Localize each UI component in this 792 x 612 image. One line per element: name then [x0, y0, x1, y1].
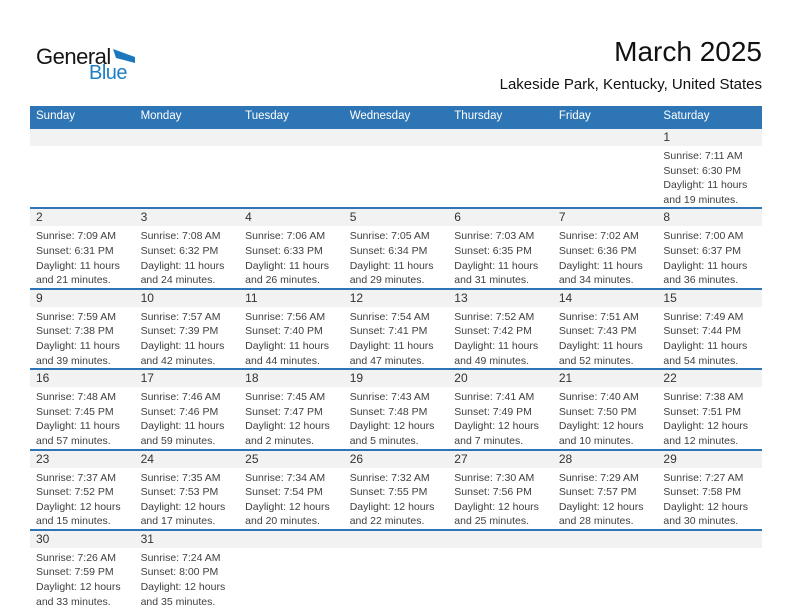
sunset-line: Sunset: 7:52 PM: [36, 486, 114, 499]
daylight-line-minutes: and 52 minutes.: [558, 354, 634, 367]
day-number: 10: [135, 290, 240, 307]
daylight-line-hours: Daylight: 11 hours: [36, 339, 120, 352]
day-info: [239, 226, 344, 287]
day-cell-1: [657, 129, 762, 207]
daylight-line-hours: Daylight: 12 hours: [36, 581, 121, 594]
general-blue-logo: [36, 44, 135, 85]
day-cell-empty: [553, 129, 658, 207]
day-cell-empty: [30, 129, 135, 207]
day-number: 7: [553, 209, 658, 226]
sunrise-line: Sunrise: 7:08 AM: [140, 230, 221, 243]
day-cell-empty: [239, 129, 344, 207]
daylight-line-hours: Daylight: 12 hours: [558, 420, 644, 433]
day-number: 12: [344, 290, 449, 307]
sunrise-line: Sunrise: 7:45 AM: [245, 391, 326, 404]
daylight-line-hours: Daylight: 11 hours: [454, 339, 539, 352]
day-number: 5: [344, 209, 449, 226]
day-cell-22: [657, 370, 762, 448]
daylight-line-hours: Daylight: 11 hours: [558, 339, 643, 352]
day-info: [657, 468, 762, 529]
daylight-line-minutes: and 10 minutes.: [558, 434, 634, 447]
daylight-line-hours: Daylight: 11 hours: [140, 339, 225, 352]
day-number: [344, 531, 449, 548]
day-number: 25: [239, 451, 344, 468]
calendar: [30, 106, 762, 609]
sunset-line: Sunset: 7:56 PM: [454, 486, 532, 499]
daylight-line-minutes: and 47 minutes.: [349, 354, 425, 367]
week-row: [30, 127, 762, 207]
day-number: 24: [135, 451, 240, 468]
day-number: 8: [657, 209, 762, 226]
weekday-tuesday: Tuesday: [245, 110, 289, 122]
daylight-line-hours: Daylight: 12 hours: [454, 420, 539, 433]
daylight-line-hours: Daylight: 11 hours: [663, 339, 748, 352]
sunset-line: Sunset: 7:54 PM: [245, 486, 323, 499]
weekday-friday: Friday: [558, 110, 591, 122]
day-info: [30, 387, 135, 448]
daylight-line-hours: Daylight: 12 hours: [140, 500, 226, 513]
day-number: 1: [657, 129, 762, 146]
sunrise-line: Sunrise: 7:34 AM: [245, 471, 326, 484]
daylight-line-minutes: and 34 minutes.: [558, 274, 634, 287]
day-info: [657, 226, 762, 287]
day-cell-20: [448, 370, 553, 448]
sunrise-line: Sunrise: 7:38 AM: [663, 391, 744, 404]
day-cell-26: [344, 451, 449, 529]
day-info: [239, 307, 344, 368]
daylight-line-hours: Daylight: 11 hours: [349, 259, 434, 272]
day-cell-30: [30, 531, 135, 609]
day-number: [448, 129, 553, 146]
day-cell-empty: [344, 531, 449, 609]
sunset-line: Sunset: 6:36 PM: [558, 244, 637, 257]
day-info: [30, 468, 135, 529]
day-cell-31: [135, 531, 240, 609]
day-info: [448, 226, 553, 287]
day-cell-3: [135, 209, 240, 287]
daylight-line-minutes: and 21 minutes.: [36, 274, 111, 287]
day-info: [239, 387, 344, 448]
daylight-line-minutes: and 12 minutes.: [663, 434, 739, 447]
sunrise-line: Sunrise: 7:40 AM: [558, 391, 639, 404]
week-row: [30, 449, 762, 529]
day-number: 11: [239, 290, 344, 307]
day-info: [448, 468, 553, 529]
day-number: 3: [135, 209, 240, 226]
day-number: 22: [657, 370, 762, 387]
sunset-line: Sunset: 6:35 PM: [454, 244, 532, 257]
daylight-line-hours: Daylight: 12 hours: [349, 420, 435, 433]
day-info: [448, 307, 553, 368]
daylight-line-minutes: and 36 minutes.: [663, 274, 739, 287]
day-info: [657, 146, 762, 207]
day-number: 20: [448, 370, 553, 387]
sunrise-line: Sunrise: 7:27 AM: [663, 471, 744, 484]
sunrise-line: Sunrise: 7:41 AM: [454, 391, 535, 404]
daylight-line-minutes: and 28 minutes.: [558, 515, 634, 528]
daylight-line-hours: Daylight: 12 hours: [663, 420, 749, 433]
day-cell-2: [30, 209, 135, 287]
daylight-line-hours: Daylight: 11 hours: [245, 259, 329, 272]
sunrise-line: Sunrise: 7:54 AM: [349, 310, 430, 323]
sunset-line: Sunset: 7:59 PM: [36, 566, 114, 579]
logo-text-blue: Blue: [89, 62, 128, 84]
daylight-line-minutes: and 25 minutes.: [454, 515, 529, 528]
sunset-line: Sunset: 7:48 PM: [349, 405, 428, 418]
sunset-line: Sunset: 7:46 PM: [140, 405, 219, 418]
day-cell-11: [239, 290, 344, 368]
daylight-line-minutes: and 29 minutes.: [349, 274, 425, 287]
day-info: [344, 226, 449, 287]
day-cell-18: [239, 370, 344, 448]
day-info: [135, 226, 240, 287]
weekday-wednesday: Wednesday: [349, 110, 411, 122]
day-number: [239, 531, 344, 548]
day-cell-12: [344, 290, 449, 368]
daylight-line-hours: Daylight: 11 hours: [245, 339, 329, 352]
day-number: 18: [239, 370, 344, 387]
day-number: 9: [30, 290, 135, 307]
day-info: [135, 307, 240, 368]
daylight-line-hours: Daylight: 12 hours: [454, 500, 539, 513]
page-subtitle: Lakeside Park, Kentucky, United States: [499, 76, 762, 93]
daylight-line-hours: Daylight: 12 hours: [349, 500, 435, 513]
day-cell-29: [657, 451, 762, 529]
day-number: [239, 129, 344, 146]
day-cell-empty: [657, 531, 762, 609]
daylight-line-minutes: and 54 minutes.: [663, 354, 739, 367]
day-cell-14: [553, 290, 658, 368]
day-cell-17: [135, 370, 240, 448]
sunset-line: Sunset: 7:57 PM: [558, 486, 637, 499]
sunrise-line: Sunrise: 7:29 AM: [558, 471, 639, 484]
daylight-line-hours: Daylight: 11 hours: [663, 179, 748, 192]
sunrise-line: Sunrise: 7:32 AM: [349, 471, 430, 484]
daylight-line-minutes: and 26 minutes.: [245, 274, 320, 287]
day-cell-28: [553, 451, 658, 529]
day-number: [553, 531, 658, 548]
day-number: 27: [448, 451, 553, 468]
day-number: [553, 129, 658, 146]
day-info: [30, 548, 135, 609]
day-number: 23: [30, 451, 135, 468]
day-cell-15: [657, 290, 762, 368]
weekday-monday: Monday: [140, 110, 182, 122]
day-cell-6: [448, 209, 553, 287]
daylight-line-hours: Daylight: 11 hours: [558, 259, 643, 272]
weekday-saturday: Saturday: [663, 110, 710, 122]
day-info: [344, 307, 449, 368]
sunrise-line: Sunrise: 7:24 AM: [140, 551, 221, 564]
day-cell-16: [30, 370, 135, 448]
daylight-line-hours: Daylight: 11 hours: [140, 259, 225, 272]
logo-text-general: General: [36, 44, 111, 69]
sunset-line: Sunset: 8:00 PM: [140, 566, 219, 579]
daylight-line-minutes: and 7 minutes.: [454, 434, 524, 447]
daylight-line-hours: Daylight: 12 hours: [558, 500, 644, 513]
day-cell-empty: [135, 129, 240, 207]
day-number: 21: [553, 370, 658, 387]
day-cell-empty: [344, 129, 449, 207]
sunset-line: Sunset: 7:47 PM: [245, 405, 323, 418]
day-cell-19: [344, 370, 449, 448]
sunset-line: Sunset: 6:34 PM: [349, 244, 428, 257]
sunrise-line: Sunrise: 7:51 AM: [558, 310, 639, 323]
sunset-line: Sunset: 7:58 PM: [663, 486, 742, 499]
sunset-line: Sunset: 7:38 PM: [36, 325, 114, 338]
daylight-line-minutes: and 15 minutes.: [36, 515, 111, 528]
sunset-line: Sunset: 7:44 PM: [663, 325, 742, 338]
day-cell-21: [553, 370, 658, 448]
sunrise-line: Sunrise: 7:05 AM: [349, 230, 430, 243]
sunrise-line: Sunrise: 7:26 AM: [36, 551, 116, 564]
day-info: [553, 226, 658, 287]
daylight-line-minutes: and 20 minutes.: [245, 515, 320, 528]
day-number: 28: [553, 451, 658, 468]
daylight-line-minutes: and 2 minutes.: [245, 434, 315, 447]
sunrise-line: Sunrise: 7:35 AM: [140, 471, 221, 484]
day-info: [553, 468, 658, 529]
sunset-line: Sunset: 7:39 PM: [140, 325, 219, 338]
sunrise-line: Sunrise: 7:46 AM: [140, 391, 221, 404]
daylight-line-minutes: and 44 minutes.: [245, 354, 320, 367]
sunrise-line: Sunrise: 7:00 AM: [663, 230, 744, 243]
daylight-line-minutes: and 19 minutes.: [663, 193, 739, 206]
day-number: 4: [239, 209, 344, 226]
day-number: [135, 129, 240, 146]
daylight-line-hours: Daylight: 12 hours: [140, 581, 226, 594]
daylight-line-hours: Daylight: 11 hours: [36, 259, 120, 272]
sunset-line: Sunset: 7:40 PM: [245, 325, 323, 338]
day-cell-7: [553, 209, 658, 287]
daylight-line-hours: Daylight: 11 hours: [140, 420, 225, 433]
day-number: 29: [657, 451, 762, 468]
day-number: 30: [30, 531, 135, 548]
sunrise-line: Sunrise: 7:30 AM: [454, 471, 535, 484]
daylight-line-hours: Daylight: 12 hours: [36, 500, 121, 513]
sunrise-line: Sunrise: 7:48 AM: [36, 391, 116, 404]
sunrise-line: Sunrise: 7:09 AM: [36, 230, 116, 243]
day-number: [657, 531, 762, 548]
day-cell-10: [135, 290, 240, 368]
sunset-line: Sunset: 7:41 PM: [349, 325, 428, 338]
page-title: March 2025: [614, 36, 762, 67]
day-number: [344, 129, 449, 146]
day-cell-24: [135, 451, 240, 529]
day-info: [30, 307, 135, 368]
sunset-line: Sunset: 7:55 PM: [349, 486, 428, 499]
day-cell-27: [448, 451, 553, 529]
sunset-line: Sunset: 7:51 PM: [663, 405, 742, 418]
day-info: [135, 468, 240, 529]
daylight-line-minutes: and 5 minutes.: [349, 434, 419, 447]
sunrise-line: Sunrise: 7:11 AM: [663, 150, 743, 162]
day-number: 13: [448, 290, 553, 307]
day-number: 14: [553, 290, 658, 307]
day-info: [448, 387, 553, 448]
sunset-line: Sunset: 6:32 PM: [140, 244, 219, 257]
day-cell-8: [657, 209, 762, 287]
sunset-line: Sunset: 7:50 PM: [558, 405, 637, 418]
day-info: [553, 387, 658, 448]
day-cell-4: [239, 209, 344, 287]
day-number: [30, 129, 135, 146]
sunset-line: Sunset: 6:37 PM: [663, 244, 742, 257]
sunrise-line: Sunrise: 7:49 AM: [663, 310, 744, 323]
sunrise-line: Sunrise: 7:37 AM: [36, 471, 116, 484]
day-cell-empty: [448, 531, 553, 609]
day-info: [135, 387, 240, 448]
weekday-sunday: Sunday: [36, 110, 76, 122]
day-number: 19: [344, 370, 449, 387]
day-number: 15: [657, 290, 762, 307]
day-info: [344, 387, 449, 448]
sunrise-line: Sunrise: 7:57 AM: [140, 310, 221, 323]
sunrise-line: Sunrise: 7:02 AM: [558, 230, 639, 243]
day-cell-empty: [448, 129, 553, 207]
daylight-line-minutes: and 39 minutes.: [36, 354, 111, 367]
day-cell-5: [344, 209, 449, 287]
day-info: [239, 468, 344, 529]
day-cell-9: [30, 290, 135, 368]
sunset-line: Sunset: 7:45 PM: [36, 405, 114, 418]
sunset-line: Sunset: 7:42 PM: [454, 325, 532, 338]
sunrise-line: Sunrise: 7:59 AM: [36, 310, 116, 323]
day-number: 17: [135, 370, 240, 387]
calendar-grid: [30, 127, 762, 609]
day-cell-empty: [553, 531, 658, 609]
daylight-line-hours: Daylight: 11 hours: [349, 339, 434, 352]
daylight-line-hours: Daylight: 11 hours: [36, 420, 120, 433]
daylight-line-hours: Daylight: 11 hours: [454, 259, 539, 272]
day-info: [344, 468, 449, 529]
sunrise-line: Sunrise: 7:03 AM: [454, 230, 535, 243]
day-number: 31: [135, 531, 240, 548]
sunset-line: Sunset: 6:33 PM: [245, 244, 323, 257]
daylight-line-hours: Daylight: 12 hours: [245, 500, 330, 513]
day-cell-25: [239, 451, 344, 529]
day-number: 6: [448, 209, 553, 226]
day-info: [657, 307, 762, 368]
daylight-line-minutes: and 17 minutes.: [140, 515, 216, 528]
day-number: 16: [30, 370, 135, 387]
weekday-row: [30, 106, 762, 127]
sunset-line: Sunset: 7:53 PM: [140, 486, 219, 499]
daylight-line-hours: Daylight: 12 hours: [245, 420, 330, 433]
week-row: [30, 368, 762, 448]
day-info: [135, 548, 240, 609]
daylight-line-minutes: and 35 minutes.: [140, 595, 216, 608]
daylight-line-minutes: and 57 minutes.: [36, 434, 111, 447]
daylight-line-minutes: and 22 minutes.: [349, 515, 425, 528]
day-cell-23: [30, 451, 135, 529]
day-number: 2: [30, 209, 135, 226]
daylight-line-minutes: and 33 minutes.: [36, 595, 111, 608]
daylight-line-minutes: and 31 minutes.: [454, 274, 529, 287]
sunset-line: Sunset: 6:31 PM: [36, 244, 114, 257]
daylight-line-hours: Daylight: 12 hours: [663, 500, 749, 513]
sunrise-line: Sunrise: 7:52 AM: [454, 310, 535, 323]
day-cell-empty: [239, 531, 344, 609]
daylight-line-minutes: and 30 minutes.: [663, 515, 739, 528]
day-number: 26: [344, 451, 449, 468]
sunrise-line: Sunrise: 7:56 AM: [245, 310, 326, 323]
sunset-line: Sunset: 7:49 PM: [454, 405, 532, 418]
daylight-line-hours: Daylight: 11 hours: [663, 259, 748, 272]
day-number: [448, 531, 553, 548]
day-info: [30, 226, 135, 287]
weekday-thursday: Thursday: [454, 110, 503, 122]
week-row: [30, 529, 762, 609]
daylight-line-minutes: and 24 minutes.: [140, 274, 216, 287]
sunset-line: Sunset: 7:43 PM: [558, 325, 637, 338]
daylight-line-minutes: and 49 minutes.: [454, 354, 529, 367]
sunset-line: Sunset: 6:30 PM: [663, 164, 742, 177]
week-row: [30, 288, 762, 368]
daylight-line-minutes: and 59 minutes.: [140, 434, 216, 447]
week-row: [30, 207, 762, 287]
sunrise-line: Sunrise: 7:43 AM: [349, 391, 430, 404]
daylight-line-minutes: and 42 minutes.: [140, 354, 216, 367]
day-info: [657, 387, 762, 448]
day-info: [553, 307, 658, 368]
sunrise-line: Sunrise: 7:06 AM: [245, 230, 326, 243]
day-cell-13: [448, 290, 553, 368]
